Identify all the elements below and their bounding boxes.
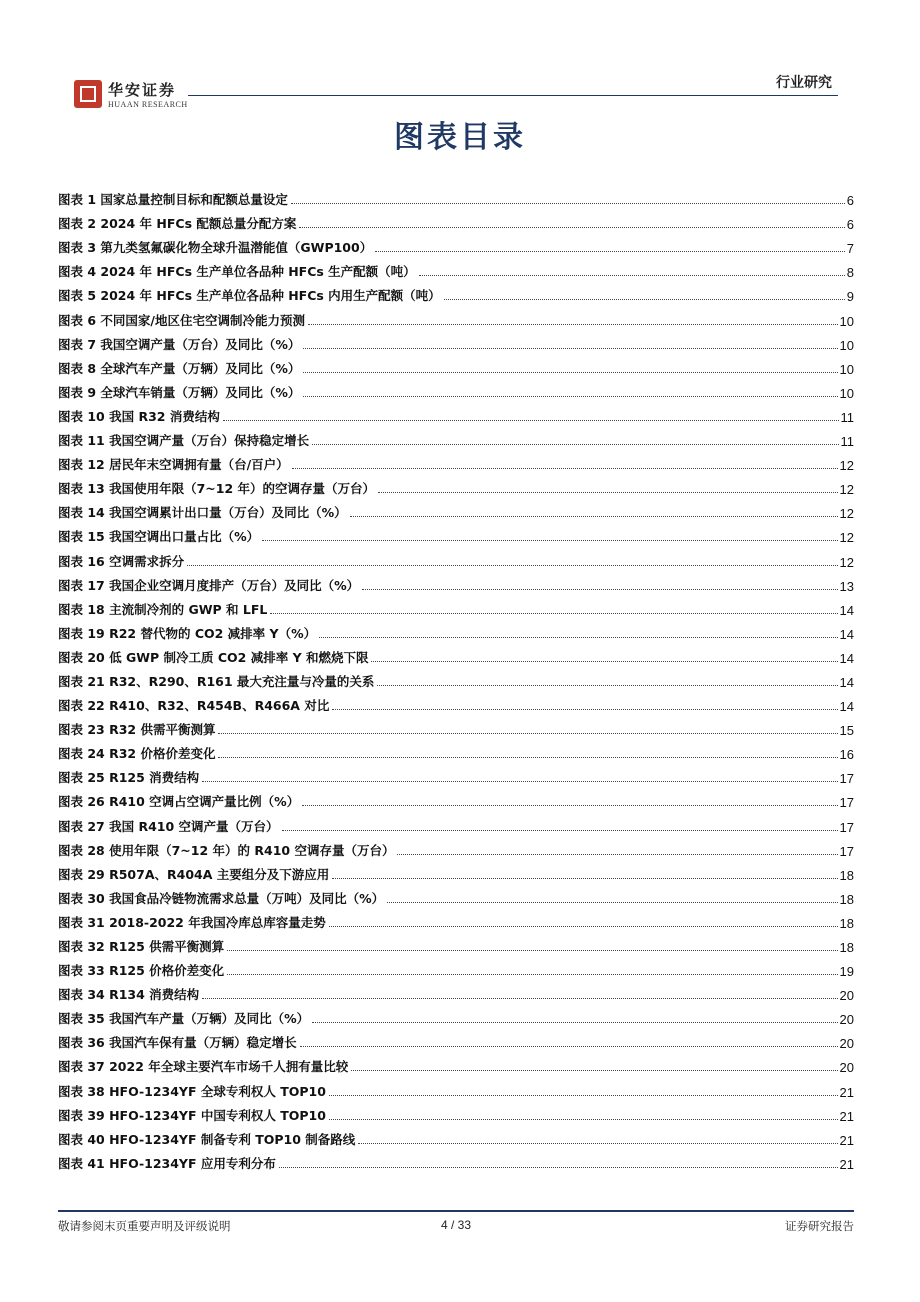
toc-entry[interactable] [58,1003,854,1027]
toc-entry-label[interactable]: 图表 24 R32 价格价差变化 [58,746,216,762]
toc-entry-page[interactable]: 14 [839,626,854,642]
toc-leader-dots [332,878,837,879]
toc-entry-label[interactable]: 图表 19 R22 替代物的 CO2 减排率 Y（%） [58,625,317,641]
toc-entry-label[interactable]: 图表 25 R125 消费结构 [58,770,200,786]
toc-entry-page[interactable]: 18 [839,867,854,883]
toc-leader-dots [319,637,837,638]
toc-entry[interactable] [58,618,854,642]
toc-entry-page[interactable]: 21 [839,1132,854,1148]
toc-entry-page[interactable]: 10 [839,361,854,377]
toc-entry-label[interactable]: 图表 22 R410、R32、R454B、R466A 对比 [58,698,330,714]
toc-leader-dots [377,685,837,686]
toc-entry-label[interactable]: 图表 16 空调需求拆分 [58,553,185,569]
toc-entry[interactable] [58,1027,854,1051]
toc-entry-page[interactable]: 20 [839,988,854,1004]
toc-entry-page[interactable]: 21 [839,1084,854,1100]
toc-entry-page[interactable]: 12 [839,554,854,570]
toc-leader-dots [270,613,837,614]
toc-entry[interactable] [58,425,854,449]
toc-leader-dots [300,1046,838,1047]
table-of-figures [58,184,854,1172]
toc-entry[interactable] [58,521,854,545]
toc-leader-dots [312,444,838,445]
toc-entry-label[interactable]: 图表 32 R125 供需平衡测算 [58,939,225,954]
toc-entry-page[interactable]: 18 [839,891,854,907]
logo-text-cn: 华安证券 [108,81,177,99]
toc-entry-page[interactable]: 10 [839,337,854,353]
logo-text-en: HUAAN RESEARCH [108,100,188,109]
toc-entry-page[interactable]: 14 [839,674,854,690]
toc-entry-label[interactable]: 图表 31 2018-2022 年我国冷库总库容量走势 [58,914,326,930]
toc-entry-label[interactable]: 图表 17 我国企业空调月度排产（万台）及同比（%） [58,577,360,593]
toc-leader-dots [329,926,838,927]
toc-entry[interactable] [58,955,854,979]
toc-leader-dots [292,468,838,469]
toc-leader-dots [202,998,837,999]
toc-entry-page[interactable]: 6 [846,217,854,233]
toc-entry-label[interactable]: 图表 38 HFO-1234YF 全球专利权人 TOP10 [58,1083,326,1099]
toc-leader-dots [227,950,837,951]
toc-leader-dots [378,492,838,493]
toc-leader-dots [299,227,844,228]
toc-entry-page[interactable]: 18 [839,915,854,931]
toc-entry-label[interactable]: 图表 3 第九类氢氟碳化物全球升温潜能值（GWP100） [58,240,373,256]
toc-entry-label[interactable]: 图表 10 我国 R32 消费结构 [58,408,220,424]
toc-entry-label[interactable]: 图表 41 HFO-1234YF 应用专利分布 [58,1155,276,1171]
toc-entry-label[interactable]: 图表 39 HFO-1234YF 中国专利权人 TOP10 [58,1107,326,1123]
toc-entry-label[interactable]: 图表 40 HFO-1234YF 制备专利 TOP10 制备路线 [58,1131,356,1147]
toc-entry-label[interactable]: 图表 29 R507A、R404A 主要组分及下游应用 [58,866,330,882]
toc-entry-page[interactable]: 17 [839,843,854,859]
toc-leader-dots [282,830,838,831]
toc-entry-page[interactable]: 12 [839,530,854,546]
toc-entry-page[interactable]: 10 [839,385,854,401]
toc-entry[interactable] [58,329,854,353]
toc-entry-page[interactable]: 14 [839,699,854,715]
toc-entry-page[interactable]: 7 [846,241,854,257]
toc-entry-label[interactable]: 图表 36 我国汽车保有量（万辆）稳定增长 [58,1035,297,1051]
toc-entry-page[interactable]: 11 [840,409,854,425]
toc-entry-label[interactable]: 图表 1 国家总量控制目标和配额总量设定 [58,192,288,208]
toc-entry-page[interactable]: 20 [839,1060,854,1076]
toc-entry-label[interactable]: 图表 4 2024 年 HFCs 生产单位各品种 HFCs 生产配额（吨） [58,264,416,280]
toc-leader-dots [362,589,837,590]
toc-entry[interactable] [58,690,854,714]
toc-entry-page[interactable]: 17 [839,795,854,811]
toc-entry-page[interactable]: 19 [839,964,854,980]
toc-leader-dots [303,372,837,373]
toc-entry[interactable] [58,883,854,907]
toc-entry[interactable] [58,497,854,521]
toc-entry[interactable] [58,810,854,834]
toc-entry-page[interactable]: 12 [839,482,854,498]
toc-entry[interactable] [58,931,854,955]
toc-leader-dots [218,757,837,758]
toc-entry-label[interactable]: 图表 9 全球汽车销量（万辆）及同比（%） [58,384,301,400]
toc-leader-dots [227,974,837,975]
toc-entry[interactable] [58,1100,854,1124]
toc-entry-page[interactable]: 9 [846,289,854,305]
toc-entry-label[interactable]: 图表 7 我国空调产量（万台）及同比（%） [58,336,301,352]
toc-entry[interactable] [58,1124,854,1148]
toc-entry-page[interactable]: 17 [839,771,854,787]
page-header [0,0,920,110]
toc-entry[interactable] [58,545,854,569]
toc-leader-dots [302,805,837,806]
toc-entry-page[interactable]: 21 [839,1156,854,1172]
report-type: 证券研究报告 [785,1219,854,1233]
toc-entry[interactable] [58,449,854,473]
toc-entry-page[interactable]: 20 [839,1012,854,1028]
toc-entry-label[interactable]: 图表 28 使用年限（7~12 年）的 R410 空调存量（万台） [58,842,395,858]
toc-entry-label[interactable]: 图表 6 不同国家/地区住宅空调制冷能力预测 [58,312,305,328]
toc-entry-label[interactable]: 图表 8 全球汽车产量（万辆）及同比（%） [58,360,301,376]
toc-leader-dots [202,781,837,782]
toc-entry-label[interactable]: 图表 11 我国空调产量（万台）保持稳定增长 [58,433,310,449]
toc-entry[interactable] [58,642,854,666]
toc-leader-dots [218,733,837,734]
toc-entry[interactable] [58,666,854,690]
toc-entry-label[interactable]: 图表 15 我国空调出口量占比（%） [58,529,260,545]
toc-entry[interactable] [58,256,854,280]
toc-entry-page[interactable]: 6 [846,193,854,209]
toc-entry-label[interactable]: 图表 2 2024 年 HFCs 配额总量分配方案 [58,216,297,232]
toc-leader-dots [375,251,845,252]
toc-leader-dots [351,1070,837,1071]
toc-leader-dots [419,275,845,276]
huaan-logo-icon [74,80,102,108]
toc-entry-page[interactable]: 13 [839,578,854,594]
toc-entry-label[interactable]: 图表 26 R410 空调占空调产量比例（%） [58,794,300,810]
toc-leader-dots [223,420,839,421]
toc-leader-dots [387,902,837,903]
page-indicator: 4 / 33 [440,1218,472,1232]
toc-entry-page[interactable]: 14 [839,602,854,618]
toc-entry[interactable] [58,570,854,594]
toc-leader-dots [308,324,838,325]
toc-entry[interactable] [58,353,854,377]
toc-leader-dots [303,348,837,349]
toc-entry-label[interactable]: 图表 27 我国 R410 空调产量（万台） [58,818,279,834]
toc-leader-dots [444,299,845,300]
toc-entry[interactable] [58,232,854,256]
toc-entry[interactable] [58,1148,854,1172]
toc-leader-dots [279,1167,838,1168]
toc-entry[interactable] [58,1051,854,1075]
toc-entry-label[interactable]: 图表 18 主流制冷剂的 GWP 和 LFL [58,601,268,617]
toc-entry-label[interactable]: 图表 34 R134 消费结构 [58,987,200,1003]
toc-leader-dots [332,709,837,710]
toc-leader-dots [291,203,845,204]
toc-entry-page[interactable]: 21 [839,1108,854,1124]
toc-leader-dots [187,565,837,566]
toc-entry-label[interactable]: 图表 13 我国使用年限（7~12 年）的空调存量（万台） [58,481,376,497]
toc-entry[interactable] [58,738,854,762]
toc-entry[interactable] [58,979,854,1003]
toc-leader-dots [312,1022,837,1023]
toc-entry-label[interactable]: 图表 12 居民年末空调拥有量（台/百户） [58,457,289,473]
toc-leader-dots [358,1143,837,1144]
toc-entry[interactable] [58,859,854,883]
disclaimer-note: 敬请参阅末页重要声明及评级说明 [58,1219,231,1233]
toc-entry-label[interactable]: 图表 21 R32、R290、R161 最大充注量与冷量的关系 [58,673,375,689]
toc-entry-page[interactable]: 12 [839,506,854,522]
toc-entry-page[interactable]: 17 [839,819,854,835]
page-title: 图表目录 [394,120,526,155]
toc-entry[interactable] [58,401,854,425]
toc-entry-label[interactable]: 图表 23 R32 供需平衡测算 [58,722,216,738]
toc-entry-page[interactable]: 11 [840,434,854,450]
toc-leader-dots [329,1119,838,1120]
toc-entry[interactable] [58,377,854,401]
toc-entry[interactable] [58,184,854,208]
toc-entry-page[interactable]: 8 [846,265,854,281]
toc-entry[interactable] [58,594,854,618]
toc-leader-dots [371,661,837,662]
header-divider [188,95,838,96]
toc-entry-label[interactable]: 图表 33 R125 价格价差变化 [58,963,225,979]
toc-leader-dots [350,516,838,517]
toc-entry[interactable] [58,473,854,497]
toc-leader-dots [303,396,837,397]
toc-entry-page[interactable]: 10 [839,313,854,329]
toc-entry-page[interactable]: 14 [839,650,854,666]
toc-entry[interactable] [58,907,854,931]
toc-entry[interactable] [58,786,854,810]
toc-entry[interactable] [58,762,854,786]
toc-entry-label[interactable]: 图表 37 2022 年全球主要汽车市场千人拥有量比较 [58,1059,349,1075]
toc-entry[interactable] [58,1075,854,1099]
section-label: 行业研究 [776,75,832,91]
toc-entry-page[interactable]: 15 [839,723,854,739]
toc-leader-dots [397,854,837,855]
toc-entry-page[interactable]: 20 [839,1036,854,1052]
toc-entry-label[interactable]: 图表 30 我国食品冷链物流需求总量（万吨）及同比（%） [58,890,385,906]
toc-entry[interactable] [58,304,854,328]
toc-entry[interactable] [58,208,854,232]
toc-entry-label[interactable]: 图表 14 我国空调累计出口量（万台）及同比（%） [58,505,347,521]
toc-entry-label[interactable]: 图表 5 2024 年 HFCs 生产单位各品种 HFCs 内用生产配额（吨） [58,288,441,304]
toc-entry-page[interactable]: 12 [839,458,854,474]
toc-entry[interactable] [58,714,854,738]
page-footer [58,1218,854,1236]
toc-entry[interactable] [58,835,854,859]
toc-leader-dots [329,1095,838,1096]
toc-entry-page[interactable]: 16 [839,747,854,763]
toc-leader-dots [262,540,837,541]
toc-entry[interactable] [58,280,854,304]
footer-divider [58,1210,854,1212]
toc-entry-label[interactable]: 图表 35 我国汽车产量（万辆）及同比（%） [58,1011,310,1027]
toc-entry-page[interactable]: 18 [839,940,854,955]
toc-entry-label[interactable]: 图表 20 低 GWP 制冷工质 CO2 减排率 Y 和燃烧下限 [58,649,369,665]
